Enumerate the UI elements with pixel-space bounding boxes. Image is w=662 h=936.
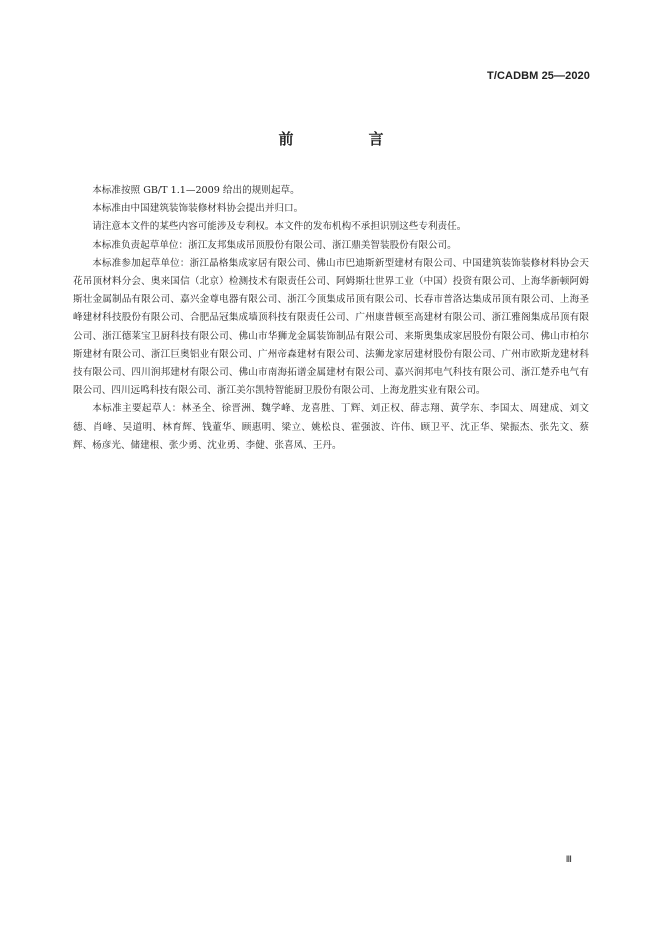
paragraph-main-drafters: 本标准主要起草人：林圣全、徐晋洲、魏学峰、龙喜胜、丁辉、刘正权、薛志翔、黄学东、李国太、周建成、刘文德、肖峰、吴道明、林育辉、钱董华、顾惠明、梁立、姚松良、霍强波、许伟、顾卫平、沈正华、梁振杰、张先文、蔡辉、杨彦光、储建根、张少勇、沈业勇、李健、张喜凤、王丹。 bbox=[73, 403, 589, 451]
paragraph-drafting-rules: 本标准按照 GB/T 1.1—2009 给出的规则起草。 bbox=[92, 185, 300, 196]
page-title: 前 言 bbox=[278, 130, 414, 148]
paragraph-participating-drafters: 本标准参加起草单位：浙江晶格集成家居有限公司、佛山市巴迪斯新型建材有限公司、中国建筑装饰装修材料协会天花吊顶材料分会、奥来国信（北京）检测技术有限责任公司、阿姆斯壮世界工业（中国）投资有限公司、上海华新顿阿姆斯壮金属制品有限公司、嘉兴金尊电器有限公司、浙江今顶集成吊顶有限公司、长春市普洛达集成吊顶有限公司、上海圣峰建材科技股份有限公司、合肥品冠集成墙顶科技有限责任公司、广州康普顿至高建材有限公司、浙江雅阁集成吊顶有限公司、浙江德莱宝卫厨科技有限公司、佛山市华狮龙金属装饰制品有限公司、来斯奥集成家居股份有限公司、佛山市柏尔斯建材有限公司、浙江巨奥铝业有限公司、广州帝森建材有限公司、法狮龙家居建材股份有限公司、广州市欧斯龙建材科技有限公司、四川润邦建材有限公司、佛山市南海拓谱金属建材有限公司、嘉兴润邦电气科技有限公司、浙江楚乔电气有限公司、四川远鸣科技有限公司、浙江美尔凯特智能厨卫股份有限公司、上海龙胜实业有限公司。 bbox=[73, 257, 589, 397]
page-number: Ⅲ bbox=[565, 854, 572, 864]
standard-code: T/CADBM 25—2020 bbox=[487, 70, 590, 82]
paragraph-lead-drafters: 本标准负责起草单位：浙江友邦集成吊顶股份有限公司、浙江鼎美智装股份有限公司。 bbox=[92, 239, 457, 251]
paragraph-proposer: 本标准由中国建筑装饰装修材料协会提出并归口。 bbox=[92, 203, 304, 215]
paragraph-patent-notice: 请注意本文件的某些内容可能涉及专利权。本文件的发布机构不承担识别这些专利责任。 bbox=[92, 221, 467, 233]
foreword-body bbox=[73, 182, 589, 455]
